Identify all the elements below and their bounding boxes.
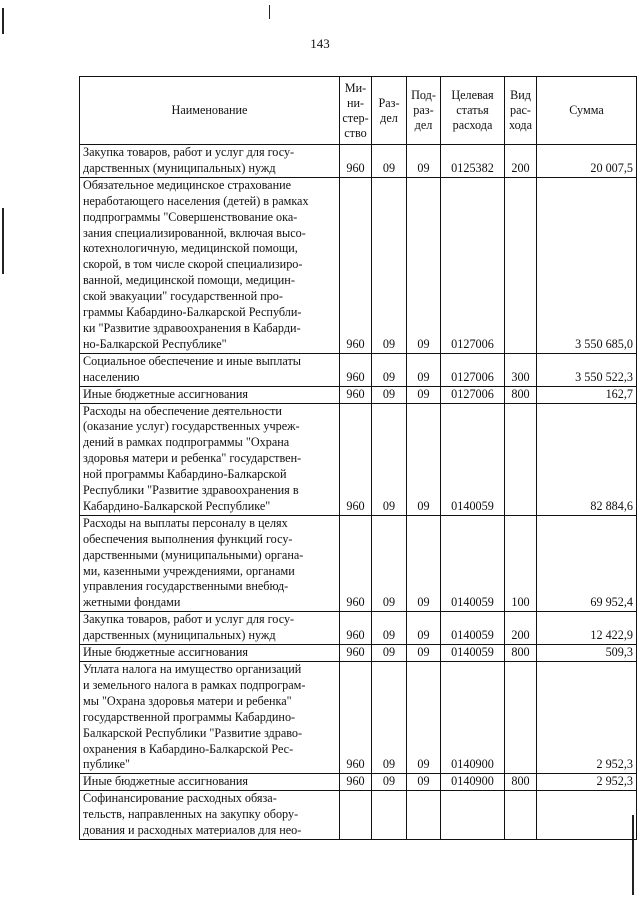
row-target-article: 0140900 [441,774,505,791]
row-sum: 162,7 [537,386,637,403]
row-section: 09 [372,612,407,645]
table-row [80,791,637,840]
row-section: 09 [372,386,407,403]
row-target-article: 0140059 [441,515,505,611]
row-target-article: 0127006 [441,353,505,386]
row-section: 09 [372,645,407,662]
table-row [80,774,637,791]
row-name: Расходы на обеспечение деятельности (оказание услуг) государственных учреж- дений в рамках подпрограммы "Охрана здоровья матери и ребенка" государствен- ной программы Кабардино-Балкарской Республики "Развитие здравоохранения в Кабардино-Балкарской Республике" [80,403,340,515]
row-expense-type [505,403,537,515]
table-header-row [80,77,637,145]
header-section: Раз- дел [372,77,407,145]
scan-artifact-mark [2,208,4,274]
row-target-article: 0140059 [441,403,505,515]
table-row [80,386,637,403]
row-subsection [407,791,441,840]
table-row [80,403,637,515]
row-expense-type [505,791,537,840]
table-row [80,177,637,353]
row-sum: 12 422,9 [537,612,637,645]
row-ministry: 960 [340,177,372,353]
row-name: Закупка товаров, работ и услуг для госу- дарственных (муниципальных) нужд [80,612,340,645]
row-name: Закупка товаров, работ и услуг для госу- дарственных (муниципальных) нужд [80,145,340,178]
page-number: 143 [310,36,330,51]
header-expense-type: Вид рас- хода [505,77,537,145]
row-subsection: 09 [407,403,441,515]
row-ministry: 960 [340,353,372,386]
row-section: 09 [372,145,407,178]
row-expense-type: 100 [505,515,537,611]
row-name: Обязательное медицинское страхование неработающего населения (детей) в рамках подпрограммы "Совершенствование ока- зания специализированной, включая высо- котехнологичную, медицинской помощи, скорой, в том числе скорой специализиро- ванной, медицинской помощи, медицин- ской эвакуации" государственной про- граммы Кабардино-Балкарской Республи- ки "Развитие здравоохранения в Кабарди- но-Балкарской Республике" [80,177,340,353]
header-ministry: Ми- ни- стер- ство [340,77,372,145]
row-section: 09 [372,515,407,611]
row-expense-type [505,177,537,353]
row-subsection: 09 [407,774,441,791]
scan-artifact-mark [269,5,270,19]
row-section: 09 [372,774,407,791]
header-name: Наименование [80,77,340,145]
header-sum: Сумма [537,77,637,145]
row-subsection: 09 [407,515,441,611]
row-name: Уплата налога на имущество организаций и земельного налога в рамках подпрограм- мы "Охрана здоровья матери и ребенка" государственной программы Кабардино- Балкарской Республики "Развитие здраво- охранения в Кабардино-Балкарской Рес- публике" [80,662,340,774]
row-ministry: 960 [340,515,372,611]
row-name: Иные бюджетные ассигнования [80,774,340,791]
row-sum: 2 952,3 [537,662,637,774]
row-subsection: 09 [407,386,441,403]
row-section: 09 [372,353,407,386]
row-name: Социальное обеспечение и иные выплаты населению [80,353,340,386]
table-row [80,645,637,662]
row-name: Иные бюджетные ассигнования [80,645,340,662]
row-expense-type: 800 [505,386,537,403]
table-row [80,145,637,178]
row-subsection: 09 [407,177,441,353]
row-ministry: 960 [340,662,372,774]
row-target-article: 0140900 [441,662,505,774]
row-ministry: 960 [340,645,372,662]
row-subsection: 09 [407,145,441,178]
row-target-article: 0127006 [441,177,505,353]
row-expense-type: 200 [505,145,537,178]
row-ministry: 960 [340,403,372,515]
row-sum: 509,3 [537,645,637,662]
row-name: Иные бюджетные ассигнования [80,386,340,403]
table-row [80,662,637,774]
row-expense-type: 300 [505,353,537,386]
table-row [80,515,637,611]
row-name: Софинансирование расходных обяза- тельств, направленных на закупку обору- дования и расходных материалов для нео- [80,791,340,840]
row-target-article: 0140059 [441,612,505,645]
row-section: 09 [372,662,407,774]
row-sum: 3 550 685,0 [537,177,637,353]
row-sum: 82 884,6 [537,403,637,515]
row-section [372,791,407,840]
row-subsection: 09 [407,645,441,662]
scan-artifact-mark [2,8,4,34]
row-subsection: 09 [407,662,441,774]
row-expense-type: 200 [505,612,537,645]
row-sum: 3 550 522,3 [537,353,637,386]
row-section: 09 [372,403,407,515]
row-sum [537,791,637,840]
row-section: 09 [372,177,407,353]
row-ministry: 960 [340,145,372,178]
row-sum: 69 952,4 [537,515,637,611]
row-target-article: 0125382 [441,145,505,178]
row-name: Расходы на выплаты персоналу в целях обеспечения выполнения функций госу- дарственными (муниципальными) органа- ми, казенными учреждениями, органами управления государственными внебюд- жетными фондами [80,515,340,611]
row-ministry: 960 [340,612,372,645]
row-target-article [441,791,505,840]
row-ministry [340,791,372,840]
header-subsection: Под- раз- дел [407,77,441,145]
row-sum: 20 007,5 [537,145,637,178]
row-sum: 2 952,3 [537,774,637,791]
row-ministry: 960 [340,774,372,791]
row-subsection: 09 [407,612,441,645]
row-expense-type: 800 [505,774,537,791]
row-target-article: 0140059 [441,645,505,662]
table-row [80,353,637,386]
row-expense-type [505,662,537,774]
row-subsection: 09 [407,353,441,386]
table-row [80,612,637,645]
row-ministry: 960 [340,386,372,403]
row-expense-type: 800 [505,645,537,662]
header-target-article: Целевая статья расхода [441,77,505,145]
row-target-article: 0127006 [441,386,505,403]
budget-table [79,76,637,840]
